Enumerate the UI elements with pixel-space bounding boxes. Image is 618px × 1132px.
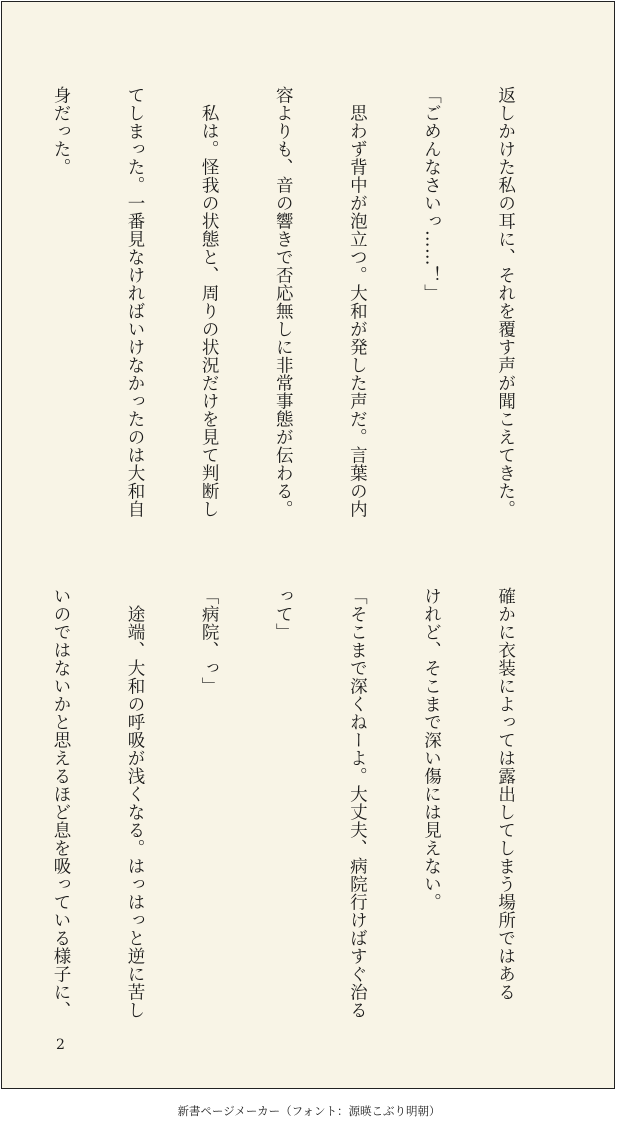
text-line: 「そこまで深くねーよ。大丈夫、病院行けばすぐ治る — [347, 587, 368, 1019]
text-column-top — [0, 86, 567, 526]
text-line: けれど、そこまで深い傷には見えない。 — [421, 587, 442, 911]
text-line: いのではないかと思えるほど息を吸っている様子に、 — [50, 587, 71, 1019]
text-line: 私は。怪我の状態と、周りの状況だけを見て判断し — [199, 86, 220, 518]
text-line: 容よりも、音の響きで否応無しに非常事態が伝わる。 — [273, 86, 294, 518]
text-line: 身だった。 — [50, 86, 71, 176]
text-line: てしまった。一番見なければいけなかったのは大和自 — [125, 86, 146, 518]
text-column-bottom — [0, 587, 567, 1027]
text-line: 返しかけた私の耳に、それを覆す声が聞こえてきた。 — [495, 86, 516, 518]
book-page — [1, 1, 615, 1089]
text-line: 「病院、っ」 — [199, 587, 220, 695]
text-line: 途端、大和の呼吸が浅くなる。はっはっと逆に苦し — [125, 587, 146, 1019]
text-line: 思わず背中が泡立つ。大和が発した声だ。言葉の内 — [347, 86, 368, 518]
text-line: 確かに衣装によっては露出してしまう場所ではある — [495, 587, 516, 1001]
text-line: って」 — [273, 587, 294, 641]
text-line: 「ごめんなさいっ……！」 — [421, 86, 442, 302]
footer-caption: 新書ページメーカー（フォント：源暎こぶり明朝） — [177, 1104, 441, 1118]
page-number: 2 — [56, 1037, 65, 1053]
